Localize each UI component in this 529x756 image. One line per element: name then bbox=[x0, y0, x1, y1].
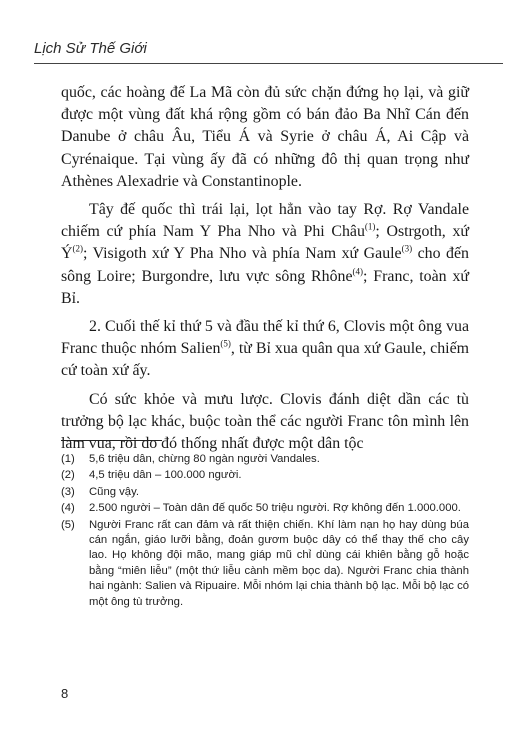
p2-text-a: Tây đế quốc thì trái lại, lọt hẳn vào tay Rợ. Rợ Vandale chiếm cứ phía Nam Y Pha Nho và Phi Châu bbox=[61, 201, 469, 241]
footnote-ref-3: (3) bbox=[401, 244, 413, 255]
footnote-number: (5) bbox=[61, 518, 75, 531]
footnote-3 bbox=[61, 485, 469, 500]
footnote-4 bbox=[61, 501, 469, 516]
footnote-number: (1) bbox=[61, 453, 75, 465]
paragraph-3 bbox=[61, 316, 469, 383]
footnote-1 bbox=[61, 452, 469, 467]
footnote-text: Cũng vậy. bbox=[89, 485, 140, 498]
page-number: 8 bbox=[61, 686, 69, 701]
footnote-ref-1: (1) bbox=[364, 221, 376, 232]
footnote-5 bbox=[61, 518, 469, 610]
footnote-text: Người Franc rất can đảm và rất thiện chiến. Khí làm nạn họ hay dùng búa cán ngắn, giáo lưỡi bằng, đoản gươm buộc dây có thể thay thế cho cây lao. Họ không đội mão, mang giáp mũ chỉ dùng cái khiên bằng gỗ hoặc bằng “miên liễu” (một thứ liễu cành mềm bọc da). Người Franc chia thành hai ngành: Salien và Ripuaire. Mỗi nhóm lại chia thành bộ lạc. Mỗi bộ lạc có một ông tù trưởng. bbox=[89, 518, 469, 608]
footnote-text: 4,5 triệu dân – 100.000 người. bbox=[89, 469, 242, 482]
footnote-2 bbox=[61, 468, 469, 483]
footnote-text: 2.500 người – Toàn dân đế quốc 50 triệu người. Rợ không đến 1.000.000. bbox=[89, 502, 461, 515]
paragraph-1: quốc, các hoàng đế La Mã còn đủ sức chặn đứng họ lại, và giữ được một vùng đất khá rộng gồm có bán đảo Ba Nhĩ Cán đến Danube ở châu Âu, Tiểu Á và Syrie ở châu Á, Ai Cập và Cyrénaique. Tại vùng ấy đã có những đô thị quan trọng như Athènes Alexadrie và Constantinople. bbox=[61, 84, 469, 190]
footnote-ref-4: (4) bbox=[352, 266, 364, 277]
footnote-ref-2: (2) bbox=[72, 244, 83, 255]
paragraph-4: Có sức khỏe và mưu lược. Clovis đánh diệt dần các tù trưởng bộ lạc khác, buộc toàn thể các người Franc tôn mình lên làm vua, rồi do đó thống nhất được một dân tộc bbox=[61, 390, 469, 453]
footnote-rule bbox=[61, 440, 162, 441]
p2-text-d: cho đến sông Loire; Burgondre, lưu vực sông Rhône bbox=[61, 245, 469, 285]
footnote-number: (2) bbox=[61, 469, 75, 482]
p3-text-a: 2. Cuối thế kỉ thứ 5 và đầu thế kỉ thứ 6, Clovis một ông vua Franc thuộc nhóm Salien bbox=[61, 318, 469, 358]
footnote-number: (4) bbox=[61, 502, 75, 515]
p3-text-b: , từ Bỉ xua quân qua xứ Gaule, chiếm cứ toàn xứ ấy. bbox=[61, 340, 469, 380]
footnote-number: (3) bbox=[61, 485, 75, 498]
body-text bbox=[61, 82, 469, 461]
p2-text-e: ; Franc, toàn xứ Bỉ. bbox=[61, 267, 470, 307]
footnote-text: 5,6 triệu dân, chừng 80 ngàn người Vandales. bbox=[89, 453, 320, 465]
paragraph-2 bbox=[61, 199, 469, 310]
footnote-ref-5: (5) bbox=[220, 338, 231, 349]
header-rule bbox=[34, 63, 503, 64]
running-title: Lịch Sử Thế Giới bbox=[34, 40, 147, 57]
p2-text-c: ; Visigoth xứ Y Pha Nho và phía Nam xứ Gaule bbox=[82, 245, 402, 263]
footnotes bbox=[61, 452, 469, 611]
p2-text-b: ; Ostrgoth, xứ Ý bbox=[61, 223, 469, 263]
